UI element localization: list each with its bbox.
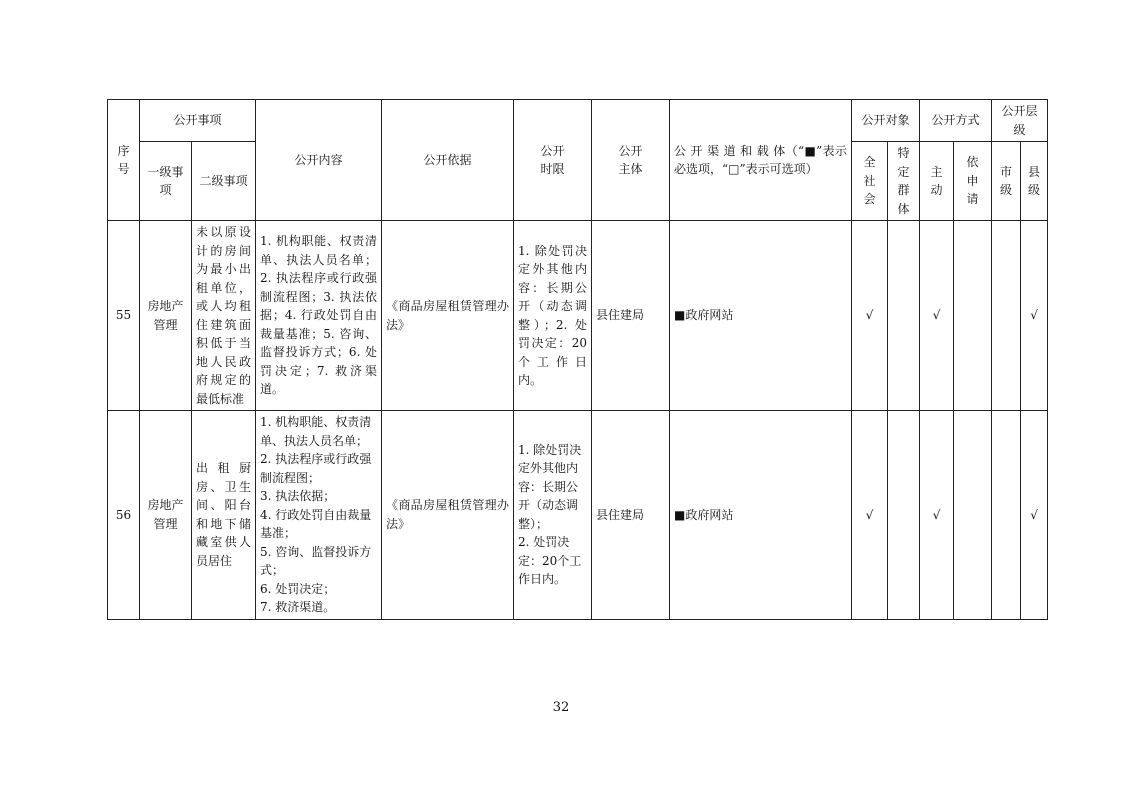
row-content: 1. 机构职能、权责清单、执法人员名单； 2. 执法程序或行政强制流程图； 3. 执法依据； 4. 行政处罚自由裁量基准； 5. 咨询、监督投诉方式； 6. 处罚决定； 7. 救济渠道。 — [256, 411, 382, 620]
row-method-apply — [954, 411, 992, 620]
row-basis: 《商品房屋租赁管理办法》 — [382, 221, 514, 411]
row-level-county: √ — [1021, 411, 1048, 620]
header-level2: 二级事项 — [192, 142, 256, 221]
table-row — [108, 411, 1048, 620]
row-audience-all: √ — [852, 221, 888, 411]
row-channel: ■政府网站 — [670, 221, 852, 411]
row-level1: 房地产 管理 — [140, 221, 192, 411]
header-audience-all: 全 社 会 — [852, 142, 888, 221]
header-subject: 公开 主体 — [592, 100, 670, 221]
disclosure-table — [107, 99, 1048, 620]
table-row — [108, 221, 1048, 411]
header-audience-group: 特 定 群 体 — [888, 142, 920, 221]
row-level1: 房地产 管理 — [140, 411, 192, 620]
row-basis: 《商品房屋租赁管理办法》 — [382, 411, 514, 620]
header-channel: 公 开 渠 道 和 载 体（“■”表示必选项，“□”表示可选项） — [670, 100, 852, 221]
header-audience: 公开对象 — [852, 100, 920, 142]
row-channel: ■政府网站 — [670, 411, 852, 620]
header-basis: 公开依据 — [382, 100, 514, 221]
row-level2: 出租厨房、卫生间、阳台和地下储藏室供人员居住 — [192, 411, 256, 620]
header-level1: 一级事 项 — [140, 142, 192, 221]
row-subject: 县住建局 — [592, 221, 670, 411]
page-number: 32 — [552, 700, 570, 715]
row-content: 1. 机构职能、权责清单、执法人员名单；2. 执法程序或行政强制流程图；3. 执法依据；4. 行政处罚自由裁量基准；5. 咨询、监督投诉方式；6. 处罚决定；7. 救济渠道。 — [256, 221, 382, 411]
header-seq: 序 号 — [108, 100, 140, 221]
row-level-city — [992, 221, 1021, 411]
row-seq: 56 — [108, 411, 140, 620]
row-level2: 未以原设计的房间为最小出租单位，或人均租住建筑面积低于当地人民政府规定的最低标准 — [192, 221, 256, 411]
row-method-active: √ — [920, 411, 954, 620]
row-seq: 55 — [108, 221, 140, 411]
row-time-limit: 1. 除处罚决定外其他内容：长期公开（动态调整）； 2. 处罚决定：20个工作日内。 — [514, 411, 592, 620]
row-method-active: √ — [920, 221, 954, 411]
header-method: 公开方式 — [920, 100, 992, 142]
row-audience-all: √ — [852, 411, 888, 620]
header-matter: 公开事项 — [140, 100, 256, 142]
header-row-1 — [108, 100, 1048, 142]
row-audience-group — [888, 221, 920, 411]
row-method-apply — [954, 221, 992, 411]
header-level-city: 市 级 — [992, 142, 1021, 221]
row-level-county: √ — [1021, 221, 1048, 411]
row-subject: 县住建局 — [592, 411, 670, 620]
row-level-city — [992, 411, 1021, 620]
header-method-apply: 依 申 请 — [954, 142, 992, 221]
header-level-county: 县 级 — [1021, 142, 1048, 221]
row-audience-group — [888, 411, 920, 620]
header-method-active: 主 动 — [920, 142, 954, 221]
header-content: 公开内容 — [256, 100, 382, 221]
header-time-limit: 公开 时限 — [514, 100, 592, 221]
row-time-limit: 1. 除处罚决定外其他内容：长期公开（动态调整）；2. 处罚决定：20个工作日内。 — [514, 221, 592, 411]
header-level: 公开层 级 — [992, 100, 1048, 142]
